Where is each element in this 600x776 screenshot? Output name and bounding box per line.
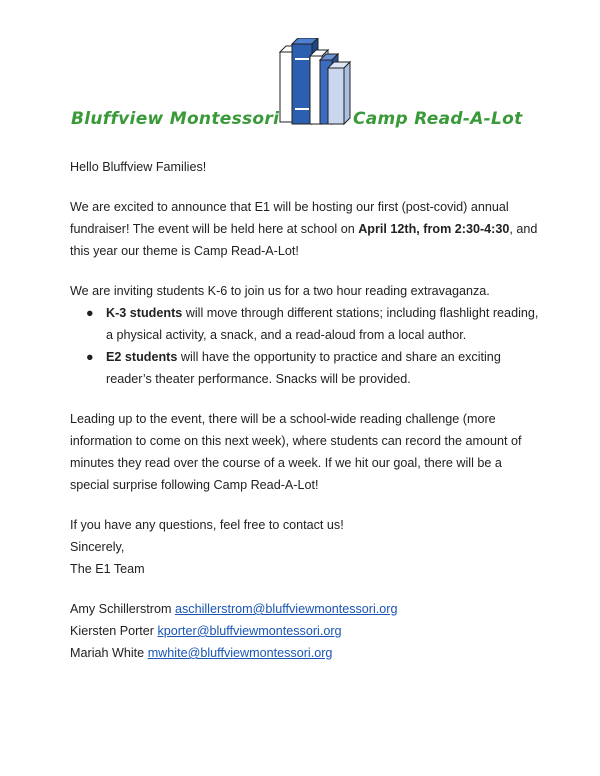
team-signature: The E1 Team xyxy=(70,562,145,576)
bullet-icon: ● xyxy=(86,350,94,364)
books-icon xyxy=(266,38,352,130)
questions-line: If you have any questions, feel free to contact us! xyxy=(70,518,344,532)
announcement-text-b: , and this year our theme is Camp Read-A-Lot! xyxy=(70,222,538,258)
signoff-line: Sincerely, xyxy=(70,540,125,554)
contact-name: Kiersten Porter xyxy=(70,624,154,638)
invite-paragraph: We are inviting students K-6 to join us for a two hour reading extravaganza. xyxy=(70,284,490,298)
contact-list xyxy=(70,598,540,664)
contact-row xyxy=(70,598,540,620)
list-item xyxy=(86,346,540,390)
contact-row xyxy=(70,620,540,642)
contact-name: Amy Schillerstrom xyxy=(70,602,172,616)
list-item xyxy=(86,302,540,346)
activity-list xyxy=(70,302,540,390)
contact-email-link[interactable]: mwhite@bluffviewmontessori.org xyxy=(147,646,333,660)
group-label: E2 students xyxy=(106,350,178,364)
announcement-paragraph xyxy=(70,196,540,262)
letter-body xyxy=(70,156,540,664)
contact-row xyxy=(70,642,540,664)
challenge-paragraph: Leading up to the event, there will be a school-wide reading challenge (more information to come on this next week), where students can record the amount of minutes they read over the course of a week. If we hit our goal, there will be a special surprise following Camp Read-A-Lot! xyxy=(70,412,522,492)
contact-name: Mariah White xyxy=(70,646,145,660)
book-light-blue xyxy=(328,62,350,124)
contact-email-link[interactable]: kporter@bluffviewmontessori.org xyxy=(157,624,342,638)
bullet-icon: ● xyxy=(86,306,94,320)
group-description: will move through different stations; including flashlight reading, a physical activity, a snack, and a read-aloud from a local author. xyxy=(106,306,539,342)
contact-email-link[interactable]: aschillerstrom@bluffviewmontessori.org xyxy=(174,602,398,616)
school-name-heading: Bluffview Montessori xyxy=(71,109,280,129)
group-label: K-3 students xyxy=(106,306,183,320)
closing-block xyxy=(70,514,540,580)
group-description: will have the opportunity to practice and share an exciting reader’s theater performance. Snacks will be provided. xyxy=(106,350,501,386)
event-name-heading: Camp Read-A-Lot xyxy=(353,109,523,129)
event-date: April 12th, from 2:30-4:30 xyxy=(358,222,510,236)
greeting: Hello Bluffview Families! xyxy=(70,160,207,174)
announcement-text-a: We are excited to announce that E1 will be hosting our first (post-covid) annual fundraiser! The event will be held here at school on xyxy=(70,200,509,236)
